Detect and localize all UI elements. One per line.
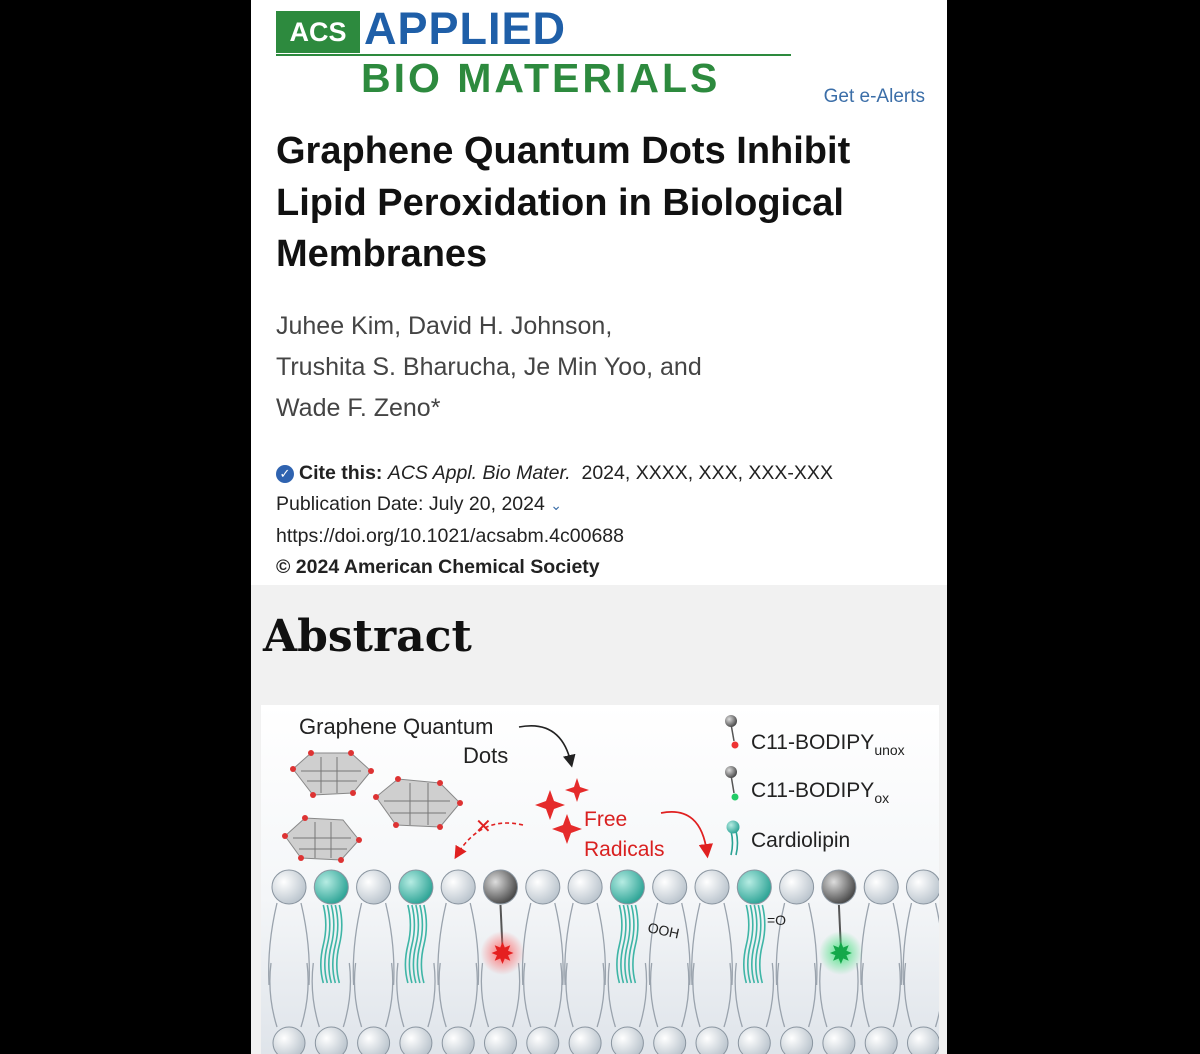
logo-applied-text: APPLIED: [364, 3, 567, 54]
check-circle-icon: ✓: [276, 465, 294, 483]
oxidized-fluorophore: [830, 942, 852, 964]
legend-cardiolipin: Cardiolipin: [751, 829, 851, 852]
cardiolipin-head: [399, 870, 433, 904]
free-radicals-line2: Radicals: [584, 838, 665, 861]
lipid-head: [442, 1027, 474, 1054]
lipid-head: [357, 870, 391, 904]
lipid-head: [907, 870, 940, 904]
abstract-section: [251, 585, 947, 1054]
legend-unox-sub: unox: [874, 742, 905, 758]
lipid-head: [273, 1027, 305, 1054]
unoxidized-fluorophore: [492, 942, 514, 964]
cite-details: 2024, XXXX, XXX, XXX-XXX: [581, 462, 833, 484]
doi-link[interactable]: https://doi.org/10.1021/acsabm.4c00688: [276, 525, 624, 547]
cardiolipin-head: [737, 870, 771, 904]
lipid-head: [315, 1027, 347, 1054]
author-line[interactable]: Juhee Kim, David H. Johnson,: [276, 312, 613, 340]
publication-date-row[interactable]: [276, 489, 926, 521]
ooh-label: OOH: [646, 919, 681, 942]
lipid-head: [485, 1027, 517, 1054]
cite-this-label: Cite this:: [299, 462, 383, 484]
bodipy-head: [822, 870, 856, 904]
lipid-head: [272, 870, 306, 904]
lipid-head: [400, 1027, 432, 1054]
logo-bio-materials-text: BIO MATERIALS: [361, 55, 721, 101]
article-title: Graphene Quantum Dots Inhibit Lipid Peroxidation in Biological Membranes: [276, 130, 851, 275]
lipid-head: [908, 1027, 940, 1054]
carbonyl-label: =O: [767, 912, 787, 928]
lipid-head: [780, 870, 814, 904]
publication-date: Publication Date: July 20, 2024: [276, 493, 545, 515]
citation-block: [276, 458, 926, 583]
legend-ox-sub: ox: [874, 790, 890, 806]
author-line[interactable]: Trushita S. Bharucha, Je Min Yoo, and: [276, 353, 702, 381]
cardiolipin-head: [610, 870, 644, 904]
cardiolipin-head: [314, 870, 348, 904]
get-e-alerts-link[interactable]: Get e-Alerts: [823, 86, 925, 107]
journal-logo[interactable]: [276, 3, 796, 101]
lipid-head: [653, 870, 687, 904]
chevron-down-icon[interactable]: ⌄: [550, 497, 562, 513]
lipid-head: [865, 1027, 897, 1054]
lipid-head: [526, 870, 560, 904]
gqd-label-line2: Dots: [463, 743, 509, 768]
lipid-head: [527, 1027, 559, 1054]
legend-ox-base: C11-BODIPY: [751, 779, 875, 802]
svg-text:C11-BODIPYox: [751, 779, 889, 806]
cite-journal: ACS Appl. Bio Mater.: [387, 462, 571, 484]
author-line[interactable]: Wade F. Zeno*: [276, 394, 441, 422]
blocked-cross-icon: ✕: [475, 816, 492, 838]
free-radicals-line1: Free: [584, 808, 628, 831]
legend-unox-base: C11-BODIPY: [751, 731, 875, 754]
lipid-head: [823, 1027, 855, 1054]
lipid-head: [864, 870, 898, 904]
abstract-heading: Abstract: [263, 611, 472, 662]
gqd-label-line1: Graphene Quantum: [299, 714, 494, 739]
lipid-head: [695, 870, 729, 904]
toc-graphic: [261, 705, 939, 1054]
article-page: [251, 0, 947, 1054]
lipid-head: [611, 1027, 643, 1054]
bodipy-head: [484, 870, 518, 904]
author-list: [276, 306, 916, 429]
lipid-head: [568, 870, 602, 904]
lipid-head: [696, 1027, 728, 1054]
acs-logo-box: ACS: [276, 11, 360, 53]
copyright: © 2024 American Chemical Society: [276, 556, 600, 578]
lipid-head: [441, 870, 475, 904]
lipid-head: [569, 1027, 601, 1054]
lipid-head: [358, 1027, 390, 1054]
cite-this-row[interactable]: [276, 458, 926, 489]
lipid-head: [781, 1027, 813, 1054]
lipid-head: [654, 1027, 686, 1054]
lipid-head: [738, 1027, 770, 1054]
